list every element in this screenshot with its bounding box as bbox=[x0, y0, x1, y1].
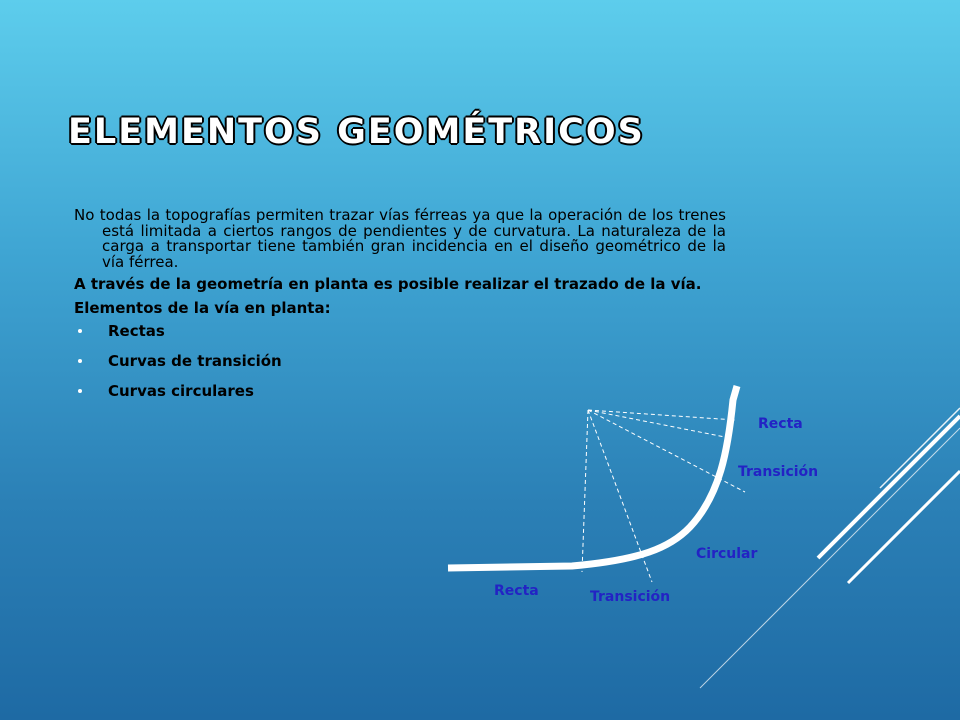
label-circular: Circular bbox=[696, 546, 758, 562]
list-item-rectas: Rectas bbox=[74, 323, 726, 339]
label-transicion-bottom: Transición bbox=[590, 589, 671, 605]
label-transicion-right: Transición bbox=[738, 464, 819, 480]
planta-paragraph: A través de la geometría en planta es posible realizar el trazado de la vía. bbox=[74, 275, 702, 293]
list-item-transicion: Curvas de transición bbox=[74, 353, 726, 369]
track-path bbox=[448, 386, 737, 568]
label-recta-top: Recta bbox=[758, 416, 803, 432]
construction-line-4 bbox=[582, 410, 588, 572]
construction-line-2 bbox=[588, 410, 730, 438]
page-title: ELEMENTOS GEOMÉTRICOS bbox=[68, 112, 645, 152]
elements-heading: Elementos de la vía en planta: bbox=[74, 298, 331, 317]
list-item-circulares: Curvas circulares bbox=[74, 383, 726, 399]
intro-paragraph: No todas la topografías permiten trazar vías férreas ya que la operación de los trenes está limitada a ciertos rangos de pendientes y de curvatura. La naturaleza de la carga a transportar tiene también gran incidencia en el diseño geométrico de la vía férrea. bbox=[74, 206, 726, 271]
label-recta-bottom: Recta bbox=[494, 583, 539, 599]
construction-line-1 bbox=[588, 410, 735, 420]
